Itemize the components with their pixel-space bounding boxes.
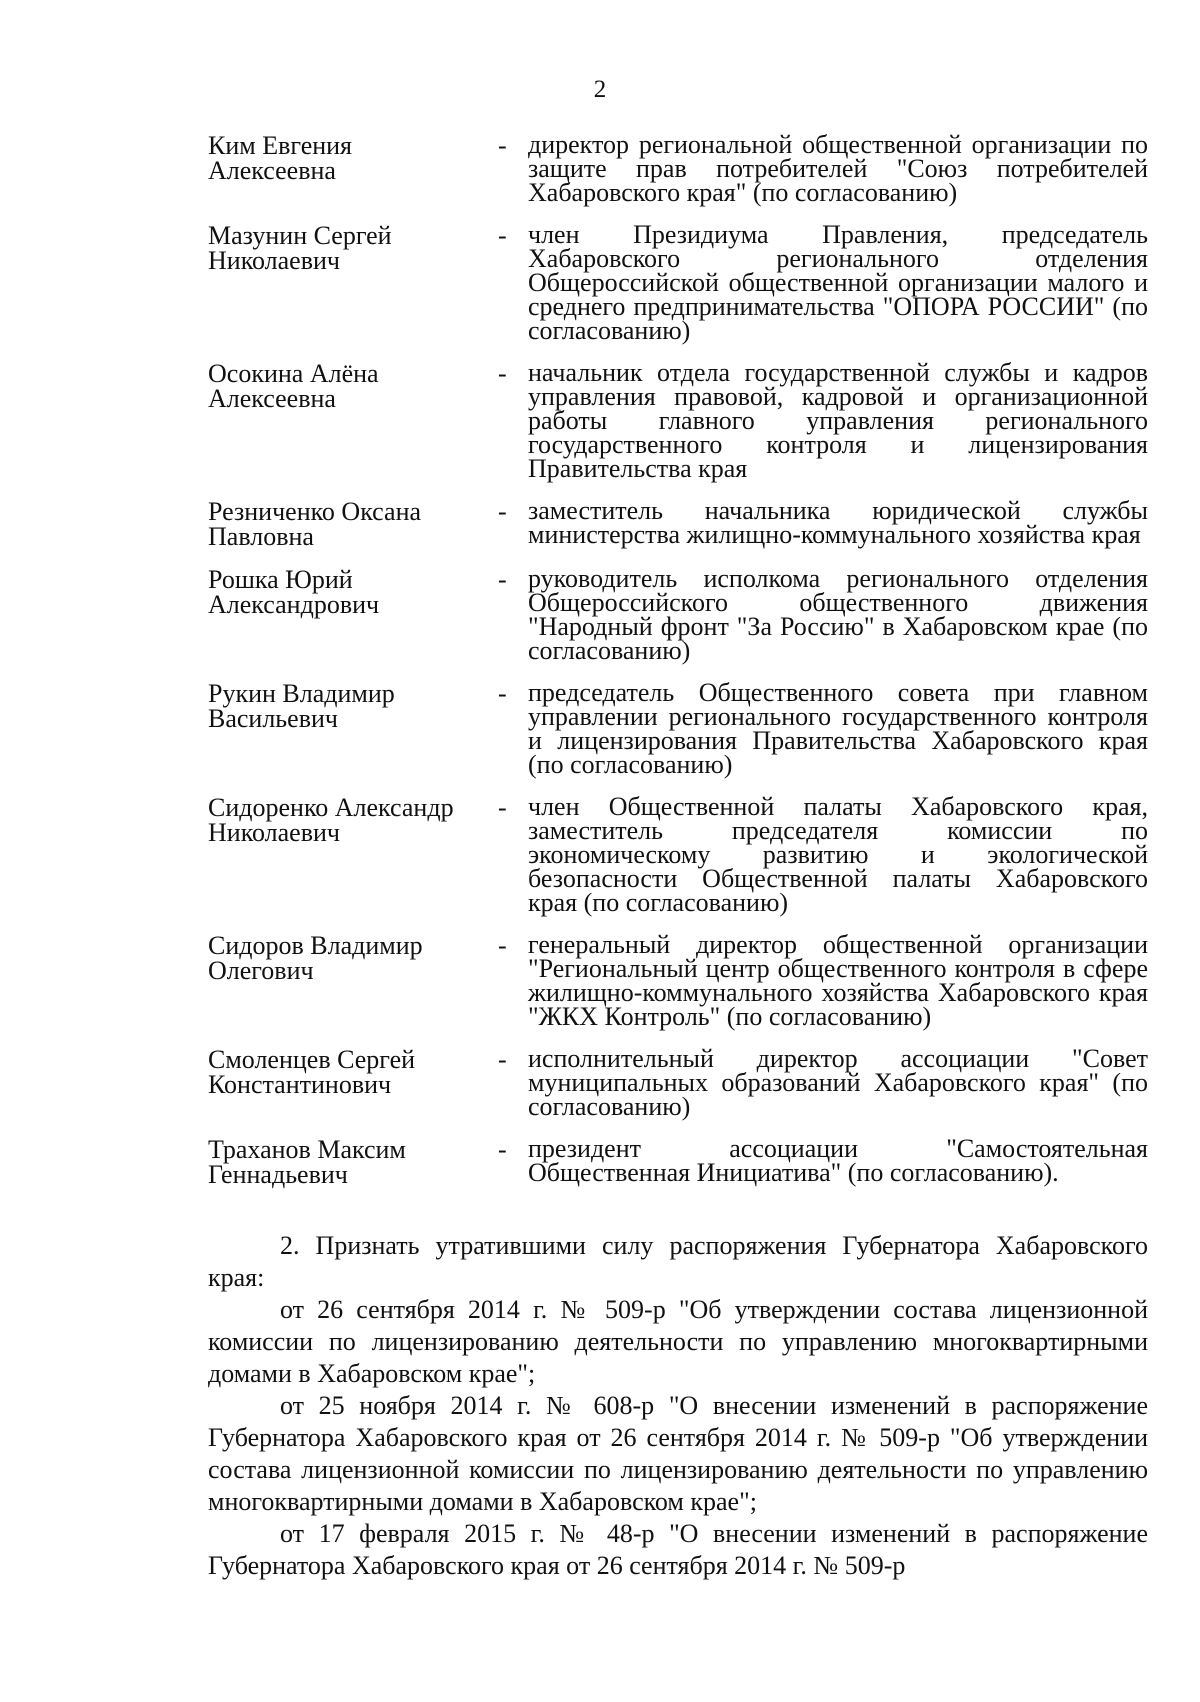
member-row bbox=[208, 564, 1148, 665]
member-row bbox=[208, 678, 1148, 779]
clause-paragraph: 2. Признать утратившими силу распоряжения Губернатора Хабаровского края: bbox=[208, 1231, 1148, 1292]
member-role: исполнительный директор ассоциации "Совет муниципальных образований Хабаровского края" (по согласованию) bbox=[528, 1044, 1148, 1121]
member-name: Траханов Максим Геннадьевич bbox=[208, 1135, 406, 1189]
member-dash: - bbox=[498, 1045, 507, 1074]
member-dash: - bbox=[498, 793, 507, 822]
member-dash: - bbox=[498, 131, 507, 160]
member-dash: - bbox=[498, 221, 507, 250]
member-name: Мазунин Сергей Николаевич bbox=[208, 221, 392, 275]
member-name: Ким Евгения Алексеевна bbox=[208, 131, 353, 185]
member-role: член Общественной палаты Хабаровского края, заместитель председателя комиссии по экономическому развитию и экологической безопасности Общественной палаты Хабаровского края (по согласованию) bbox=[528, 792, 1148, 917]
member-name: Осокина Алёна Алексеевна bbox=[208, 359, 379, 413]
commission-members-list bbox=[208, 130, 1148, 1205]
member-name: Смоленцев Сергей Константинович bbox=[208, 1045, 416, 1099]
member-role: руководитель исполкома регионального отделения Общероссийского общественного движения "Народный фронт "За Россию" в Хабаровском крае (по согласованию) bbox=[528, 564, 1148, 665]
member-dash: - bbox=[498, 679, 507, 708]
member-row bbox=[208, 1134, 1148, 1189]
clause-paragraph: от 26 сентября 2014 г. № 509-р "Об утверждении состава лицензионной комиссии по лицензированию деятельности по управлению многоквартирными домами в Хабаровском крае"; bbox=[208, 1295, 1148, 1388]
member-role: заместитель начальника юридической службы министерства жилищно-коммунального хозяйства края bbox=[528, 496, 1148, 549]
member-row bbox=[208, 930, 1148, 1031]
member-row bbox=[208, 220, 1148, 345]
member-dash: - bbox=[498, 497, 507, 526]
member-role: председатель Общественного совета при главном управлении регионального государственного контроля и лицензирования Правительства Хабаровского края (по согласованию) bbox=[528, 678, 1148, 779]
member-role: член Президиума Правления, председатель Хабаровского регионального отделения Общероссийской общественной организации малого и среднего предпринимательства "ОПОРА РОССИИ" (по согласованию) bbox=[528, 220, 1148, 345]
member-role: генеральный директор общественной организации "Региональный центр общественного контроля в сфере жилищно-коммунального хозяйства Хабаровского края "ЖКХ Контроль" (по согласованию) bbox=[528, 930, 1148, 1031]
member-name: Резниченко Оксана Павловна bbox=[208, 497, 422, 551]
member-dash: - bbox=[498, 1135, 507, 1164]
member-role: начальник отдела государственной службы и кадров управления правовой, кадровой и организационной работы главного управления регионального государственного контроля и лицензирования Правительства края bbox=[528, 358, 1148, 483]
clause-paragraph: от 17 февраля 2015 г. № 48-р "О внесении изменений в распоряжение Губернатора Хабаровского края от 26 сентября 2014 г. № 509-р bbox=[208, 1519, 1148, 1580]
member-name: Рукин Владимир Васильевич bbox=[208, 679, 395, 733]
member-row bbox=[208, 792, 1148, 917]
member-dash: - bbox=[498, 931, 507, 960]
member-row bbox=[208, 496, 1148, 551]
member-name: Рошка Юрий Александрович bbox=[208, 565, 380, 619]
member-role: директор региональной общественной организации по защите прав потребителей "Союз потребителей Хабаровского края" (по согласованию) bbox=[528, 130, 1148, 207]
member-row bbox=[208, 130, 1148, 207]
repealed-orders-section bbox=[208, 1230, 1148, 1582]
member-dash: - bbox=[498, 565, 507, 594]
member-role: президент ассоциации "Самостоятельная Общественная Инициатива" (по согласованию). bbox=[528, 1134, 1148, 1187]
member-name: Сидоренко Александр Николаевич bbox=[208, 793, 454, 847]
clause-paragraph: от 25 ноября 2014 г. № 608-р "О внесении изменений в распоряжение Губернатора Хабаровского края от 26 сентября 2014 г. № 509-р "Об утверждении состава лицензионной комиссии по лицензированию деятельности по управлению многоквартирными домами в Хабаровском крае"; bbox=[208, 1391, 1148, 1516]
member-dash: - bbox=[498, 359, 507, 388]
member-row bbox=[208, 1044, 1148, 1121]
member-name: Сидоров Владимир Олегович bbox=[208, 931, 423, 985]
member-row bbox=[208, 358, 1148, 483]
page-number: 2 bbox=[593, 76, 607, 103]
